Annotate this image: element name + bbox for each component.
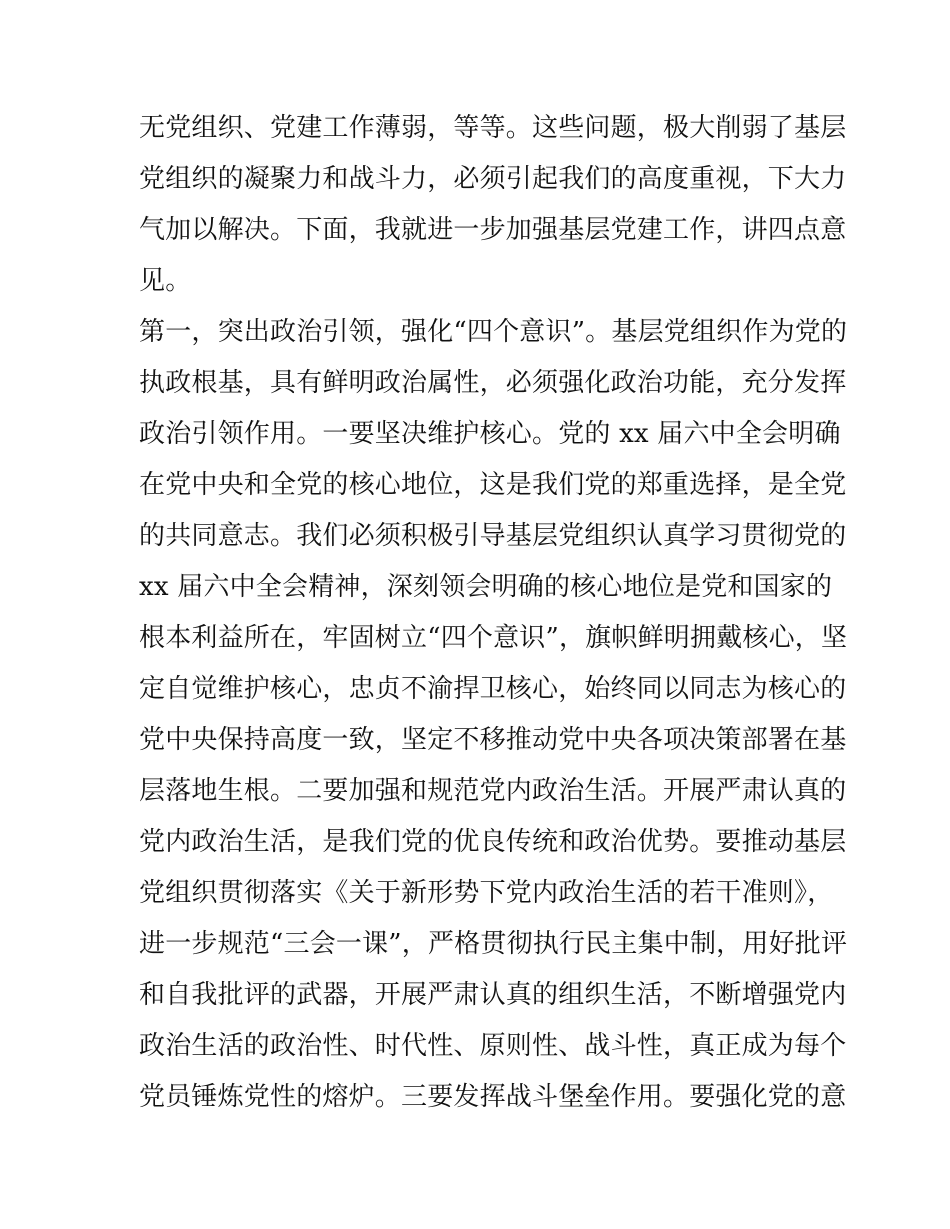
text-line: 定自觉维护核心，忠贞不渝捍卫核心，始终同以同志为核心的 xyxy=(139,674,847,704)
text-line: 党中央保持高度一致，坚定不移推动党中央各项决策部署在基 xyxy=(139,725,847,755)
text-line: 在党中央和全党的核心地位，这是我们党的郑重选择，是全党 xyxy=(139,470,847,500)
text-line: 气加以解决。下面，我就进一步加强基层党建工作，讲四点意 xyxy=(139,215,847,245)
text-line: 党员锤炼党性的熔炉。三要发挥战斗堡垒作用。要强化党的意 xyxy=(139,1082,847,1112)
text-line: 政治引领作用。一要坚决维护核心。党的 xx 届六中全会明确 xyxy=(139,419,841,449)
text-line: xx 届六中全会精神，深刻领会明确的核心地位是党和国家的 xyxy=(139,572,833,602)
text-line: 第一，突出政治引领，强化“四个意识”。基层党组织作为党的 xyxy=(139,317,848,347)
text-line: 的共同意志。我们必须积极引导基层党组织认真学习贯彻党的 xyxy=(139,521,847,551)
text-line: 和自我批评的武器，开展严肃认真的组织生活，不断增强党内 xyxy=(139,980,847,1010)
text-line: 政治生活的政治性、时代性、原则性、战斗性，真正成为每个 xyxy=(139,1031,847,1061)
text-line: 执政根基，具有鲜明政治属性，必须强化政治功能，充分发挥 xyxy=(139,368,847,398)
text-line: 根本利益所在，牢固树立“四个意识”，旗帜鲜明拥戴核心，坚 xyxy=(139,623,848,653)
text-line: 无党组织、党建工作薄弱，等等。这些问题，极大削弱了基层 xyxy=(139,113,847,143)
text-line: 进一步规范“三会一课”，严格贯彻执行民主集中制，用好批评 xyxy=(139,929,848,959)
text-line: 党内政治生活，是我们党的优良传统和政治优势。要推动基层 xyxy=(139,827,847,857)
text-line: 党组织的凝聚力和战斗力，必须引起我们的高度重视，下大力 xyxy=(139,164,847,194)
text-line: 党组织贯彻落实《关于新形势下党内政治生活的若干准则》， xyxy=(139,878,834,908)
body-text xyxy=(139,103,848,1123)
text-line: 层落地生根。二要加强和规范党内政治生活。开展严肃认真的 xyxy=(139,776,847,806)
text-line: 见。 xyxy=(139,266,192,296)
